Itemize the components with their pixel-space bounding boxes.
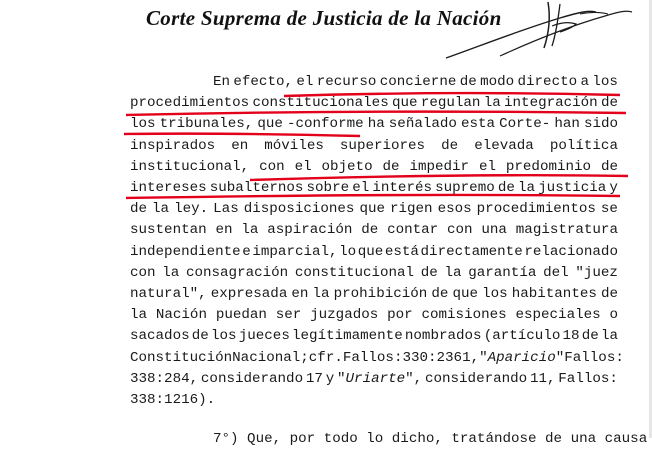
word: la bbox=[130, 307, 148, 324]
word: superiores bbox=[339, 137, 426, 154]
word: la bbox=[518, 180, 536, 196]
text-line bbox=[130, 391, 618, 411]
word: señalado bbox=[388, 116, 457, 133]
word: que bbox=[392, 95, 418, 112]
word: a bbox=[580, 74, 589, 90]
word: interés bbox=[372, 180, 432, 196]
word: la bbox=[312, 286, 330, 302]
text-line bbox=[130, 264, 618, 284]
text-line bbox=[130, 158, 618, 178]
text-line bbox=[130, 285, 618, 305]
word: la bbox=[241, 222, 259, 239]
word: de bbox=[600, 158, 618, 175]
word: garantía bbox=[468, 264, 537, 281]
word: los bbox=[592, 74, 618, 90]
word: Nación bbox=[155, 307, 207, 324]
word: la bbox=[483, 95, 501, 112]
text-line bbox=[130, 349, 624, 369]
word: sido bbox=[583, 116, 618, 133]
word: efecto, bbox=[233, 74, 293, 90]
word: aspiración bbox=[267, 222, 353, 239]
word: los bbox=[482, 286, 508, 302]
word: modo bbox=[480, 74, 515, 90]
text-line bbox=[130, 243, 618, 263]
word: cfr. bbox=[308, 349, 343, 366]
word: disposiciones bbox=[243, 201, 355, 218]
word: procedimientos bbox=[130, 95, 250, 112]
word: sobre bbox=[306, 180, 350, 196]
word: constitucional bbox=[294, 264, 415, 281]
word: puedan bbox=[215, 307, 267, 324]
word: o bbox=[609, 307, 618, 324]
word: política bbox=[549, 137, 618, 154]
text-line bbox=[130, 115, 618, 135]
word: Constitución bbox=[130, 349, 233, 366]
word: de bbox=[191, 328, 209, 345]
word: con bbox=[447, 222, 473, 239]
word: de bbox=[441, 137, 459, 154]
word: natural", bbox=[130, 286, 207, 302]
word: de bbox=[600, 95, 618, 112]
word: relacionado bbox=[524, 243, 618, 260]
word: Fallos: bbox=[558, 370, 618, 387]
word: e bbox=[242, 243, 251, 260]
word: el bbox=[296, 74, 314, 90]
word: 17 bbox=[305, 370, 323, 387]
word: Fallos: bbox=[342, 349, 403, 366]
word: sacados bbox=[130, 328, 190, 345]
word: 338:284, bbox=[130, 370, 199, 387]
word: 330:2361, bbox=[402, 349, 480, 366]
word: "Aparicio" bbox=[479, 349, 565, 366]
word: de bbox=[420, 264, 438, 281]
word: Corte- bbox=[499, 116, 551, 133]
word: la bbox=[162, 264, 180, 281]
word: se bbox=[600, 201, 618, 218]
word: Nacional; bbox=[232, 349, 309, 366]
word: comisiones bbox=[421, 307, 507, 324]
word: de bbox=[382, 158, 400, 175]
word: inspirados bbox=[130, 137, 216, 154]
word: "juez bbox=[575, 264, 618, 281]
word: jueces bbox=[238, 328, 290, 345]
text-line bbox=[130, 370, 618, 390]
word: móviles bbox=[264, 137, 324, 154]
word: imparcial, bbox=[252, 243, 338, 260]
word: intereses bbox=[130, 180, 207, 196]
word: considerando bbox=[424, 370, 528, 387]
word: con bbox=[259, 158, 285, 175]
word: esta bbox=[461, 116, 496, 133]
word: en bbox=[231, 137, 249, 154]
text-line bbox=[130, 327, 618, 347]
word: integración bbox=[504, 95, 598, 112]
word: de bbox=[600, 286, 618, 302]
word: de bbox=[431, 286, 449, 302]
word: que bbox=[359, 201, 385, 218]
word: ley. bbox=[174, 201, 209, 218]
next-paragraph-start: 7°) Que, por todo lo dicho, tratándose de una causa bbox=[213, 431, 648, 447]
word: nombrados bbox=[404, 328, 482, 345]
word: legítimamente bbox=[292, 328, 403, 345]
word: de bbox=[581, 328, 599, 345]
word: Las bbox=[213, 201, 239, 218]
word: ser bbox=[275, 307, 302, 324]
word: los bbox=[211, 328, 237, 345]
word: procedimientos bbox=[476, 201, 596, 218]
word: contar bbox=[387, 222, 439, 239]
word: 11, bbox=[529, 370, 556, 387]
word: impedir bbox=[409, 158, 470, 175]
text-line bbox=[130, 137, 618, 157]
word: rigen bbox=[390, 201, 433, 218]
word: y bbox=[325, 370, 335, 387]
word: lo bbox=[339, 243, 357, 260]
word: de bbox=[497, 180, 515, 196]
word: recurso bbox=[316, 74, 377, 90]
word: la bbox=[444, 264, 462, 281]
word: y bbox=[609, 180, 618, 196]
word: Fallos: bbox=[564, 349, 624, 366]
word: que bbox=[257, 116, 283, 133]
word: el bbox=[294, 158, 312, 175]
word: la bbox=[152, 201, 170, 218]
word: que bbox=[452, 286, 479, 302]
word: tribunales, bbox=[159, 116, 254, 133]
word: el bbox=[478, 158, 496, 175]
word: supremo bbox=[435, 180, 495, 196]
word: subalternos bbox=[209, 180, 304, 196]
word: de bbox=[361, 222, 379, 239]
text-line bbox=[130, 306, 618, 326]
word: considerando bbox=[200, 370, 304, 387]
word: -conforme bbox=[286, 116, 364, 133]
word: han bbox=[554, 116, 580, 133]
word: con bbox=[130, 264, 156, 281]
text-line bbox=[130, 179, 618, 199]
word: directamente bbox=[420, 243, 523, 260]
word: el bbox=[352, 180, 370, 196]
word: consagración bbox=[185, 264, 289, 281]
word: regulan bbox=[420, 95, 481, 112]
word: en bbox=[291, 286, 309, 302]
word: una bbox=[481, 222, 507, 239]
word: institucional, bbox=[130, 158, 250, 175]
word: de bbox=[459, 74, 477, 90]
word: concierne bbox=[379, 74, 457, 90]
word: prohibición bbox=[333, 286, 428, 302]
word: 338:1216). bbox=[130, 392, 216, 408]
word: constitucionales bbox=[252, 95, 389, 112]
word: que bbox=[357, 243, 384, 260]
word: está bbox=[384, 243, 419, 260]
text-line bbox=[130, 200, 618, 220]
text-line bbox=[213, 73, 618, 93]
word: predominio bbox=[505, 158, 592, 175]
word: expresada bbox=[210, 286, 288, 302]
text-line bbox=[130, 221, 618, 241]
word: sustentan bbox=[130, 222, 207, 239]
word: "Uriarte", bbox=[337, 370, 423, 387]
word: juzgados bbox=[310, 307, 379, 324]
word: (artículo bbox=[483, 328, 561, 345]
word: magistratura bbox=[515, 222, 618, 239]
word: directo bbox=[517, 74, 578, 90]
word: en bbox=[215, 222, 233, 239]
word: 18 bbox=[562, 328, 580, 345]
text-line bbox=[130, 94, 618, 114]
court-header: Corte Suprema de Justicia de la Nación bbox=[146, 6, 502, 30]
word: independiente bbox=[130, 243, 241, 260]
word: por bbox=[387, 307, 413, 324]
word: especiales bbox=[515, 307, 601, 324]
word: justicia bbox=[538, 180, 607, 196]
word: ha bbox=[367, 116, 385, 133]
word: los bbox=[130, 116, 156, 133]
word: esos bbox=[437, 201, 472, 218]
word: elevada bbox=[474, 137, 534, 154]
word: del bbox=[543, 264, 569, 281]
word: la bbox=[600, 328, 618, 345]
word: En bbox=[213, 74, 231, 90]
word: objeto bbox=[321, 158, 373, 175]
word: habitantes bbox=[511, 286, 597, 302]
word: de bbox=[130, 201, 148, 218]
